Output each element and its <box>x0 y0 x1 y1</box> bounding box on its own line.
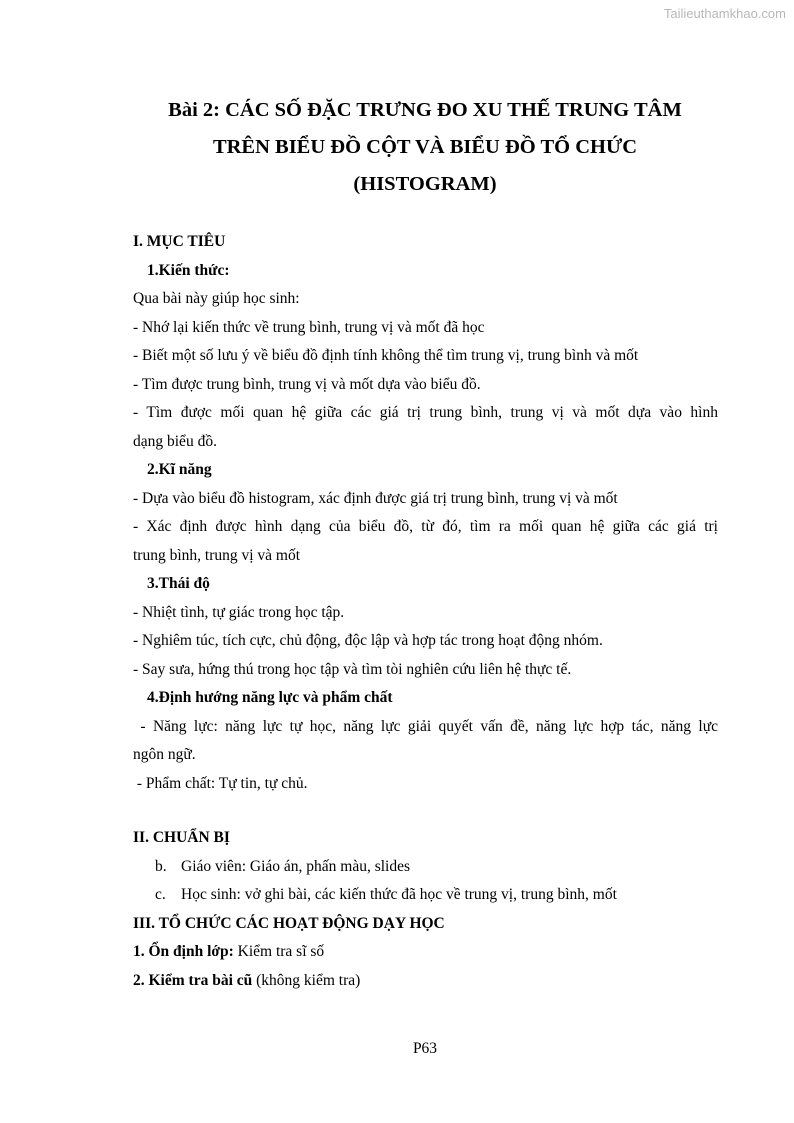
list-item: - Nhớ lại kiến thức về trung bình, trung vị và mốt đã học <box>133 318 485 336</box>
title-line-3: (HISTOGRAM) <box>353 173 497 195</box>
list-item: - Xác định được hình dạng của biểu đồ, từ đó, tìm ra mối quan hệ giữa các giá trị <box>133 518 718 535</box>
subheading-attitude: 3.Thái độ <box>147 575 210 592</box>
list-item: - Tìm được mối quan hệ giữa các giá trị trung bình, trung vị và mốt dựa vào hình <box>133 404 718 421</box>
step-text: (không kiểm tra) <box>252 971 361 989</box>
list-item-continued: dạng biểu đồ. <box>133 432 217 450</box>
section-heading-activities: III. TỔ CHỨC CÁC HOẠT ĐỘNG DẠY HỌC <box>133 914 445 932</box>
list-item-text: Giáo viên: Giáo án, phấn màu, slides <box>181 857 411 875</box>
subheading-orientation: 4.Định hướng năng lực và phẩm chất <box>147 689 393 706</box>
title-line-1: Bài 2: CÁC SỐ ĐẶC TRƯNG ĐO XU THẾ TRUNG TÂM <box>168 99 682 121</box>
paragraph: Qua bài này giúp học sinh: <box>133 290 300 307</box>
page-number: P63 <box>412 1040 438 1057</box>
list-item: - Nhiệt tình, tự giác trong học tập. <box>133 603 345 621</box>
list-item <box>133 853 718 882</box>
list-item: - Phẩm chất: Tự tin, tự chủ. <box>133 774 308 792</box>
list-item <box>133 881 718 910</box>
step-text: Kiểm tra sĩ số <box>233 943 325 960</box>
subheading-knowledge: 1.Kiến thức: <box>147 261 230 279</box>
section-heading-objectives: I. MỤC TIÊU <box>133 233 226 250</box>
list-item-continued: trung bình, trung vị và mốt <box>133 546 301 564</box>
step-class-stabilization <box>133 938 718 967</box>
list-item-continued: ngôn ngữ. <box>133 746 196 763</box>
list-item: - Nghiêm túc, tích cực, chủ động, độc lập và hợp tác trong hoạt động nhóm. <box>133 632 603 649</box>
list-item: - Biết một số lưu ý về biểu đồ định tính không thể tìm trung vị, trung bình và mốt <box>133 347 639 364</box>
watermark: Tailieuthamkhao.com <box>663 6 786 21</box>
page-title <box>0 92 794 203</box>
list-item: - Dựa vào biểu đồ histogram, xác định được giá trị trung bình, trung vị và mốt <box>133 489 618 507</box>
list-marker: b. <box>155 857 167 875</box>
list-item-text: Học sinh: vở ghi bài, các kiến thức đã học về trung vị, trung bình, mốt <box>181 886 617 903</box>
step-label: 2. Kiểm tra bài cũ <box>133 971 253 989</box>
step-label: 1. Ổn định lớp: <box>133 943 234 960</box>
list-item: - Tìm được trung bình, trung vị và mốt dựa vào biểu đồ. <box>133 375 481 393</box>
list-marker: c. <box>155 886 166 903</box>
subheading-skills: 2.Kĩ năng <box>147 461 212 478</box>
step-check-old-lesson <box>133 967 718 996</box>
section-heading-preparation: II. CHUẨN BỊ <box>133 829 230 846</box>
list-item: - Say sưa, hứng thú trong học tập và tìm tòi nghiên cứu liên hệ thực tế. <box>133 660 572 678</box>
document-body <box>133 228 718 995</box>
title-line-2: TRÊN BIỂU ĐỒ CỘT VÀ BIỂU ĐỒ TỔ CHỨC <box>212 136 638 158</box>
list-item: - Năng lực: năng lực tự học, năng lực giải quyết vấn đề, năng lực hợp tác, năng lực <box>133 717 719 735</box>
